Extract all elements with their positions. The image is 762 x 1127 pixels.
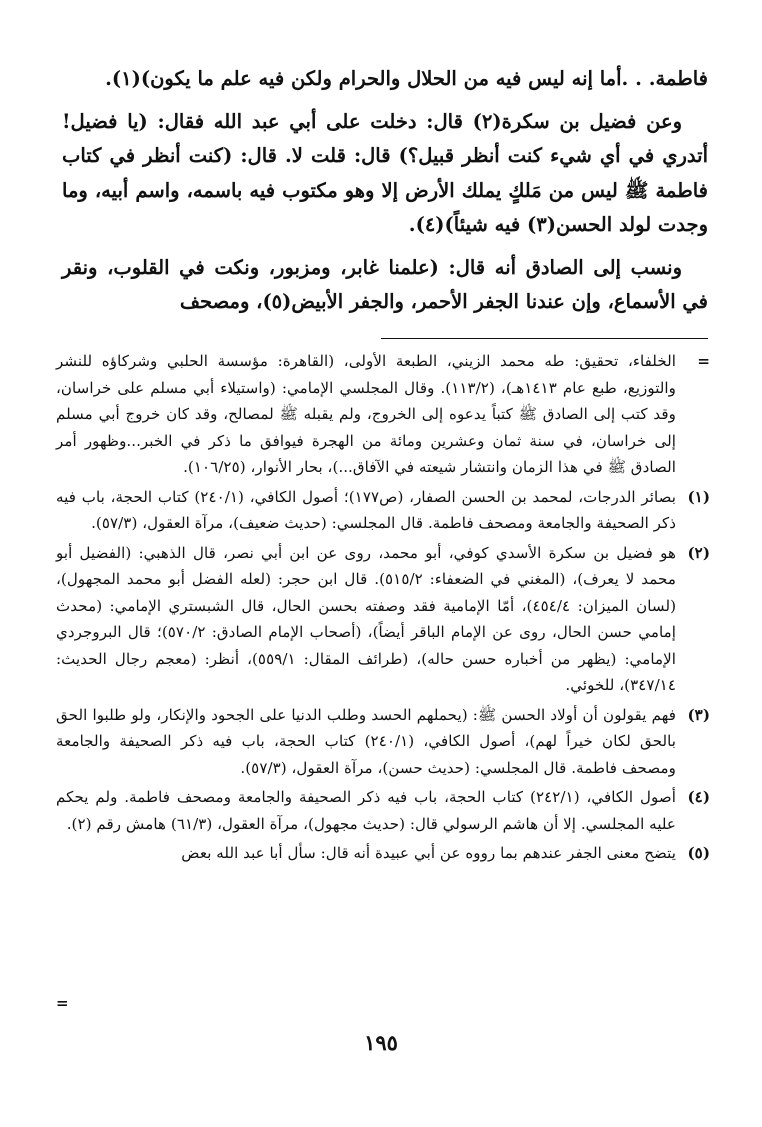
footnote-text: هو فضيل بن سكرة الأسدي كوفي، أبو محمد، روى عن ابن أبي نصر، قال الذهبي: (الفضيل أبو محمد لا يعرف)، (المغني في الضعفاء: ٥١٥/٢). قال ابن حجر: (لعله الفضل أبو محمد المجهول)، (لسان الميزان: ٤٥٤/٤)، أمّا الإمامية فقد وصفته بحسن الحال، قال الشبستري الإمامي: (محدث إمامي حسن الحال، روى عن الإمام الباقر أيضاً)، (أصحاب الإمام الصادق: ٥٧٠/٢)؛ قال البروجردي الإمامي: (يظهر من أخباره حسن حاله)، (طرائف المقال: ٥٥٩/١)، أنظر: (معجم رجال الحديث: ٣٤٧/١٤)، للخوئي. [56,543,676,694]
continuation-mark: = [697,352,710,370]
footnote-number: (١) [687,487,710,506]
footnotes [56,348,710,870]
paragraph-1: فاطمة. . .أما إنه ليس فيه من الحلال والحرام ولكن فيه علم ما يكون)(١). [105,67,708,90]
paragraph-2: وعن فضيل بن سكرة(٢) قال: دخلت على أبي عبد الله فقال: (يا فضيل! أتدري في أي شيء كنت أنظر قبيل؟) قال: قلت لا. قال: (كنت أنظر في كتاب فاطمة ﷺ ليس من مَلكٍ يملك الأرض إلا وهو مكتوب فيه باسمه، واسم أبيه، وما وجدت لولد الحسن(٣) فيه شيئاً)(٤). [62,109,708,236]
footnote-continuation [56,348,710,481]
footnote-text: أصول الكافي، (٢٤٢/١) كتاب الحجة، باب فيه ذكر الصحيفة والجامعة ومصحف فاطمة. ولم يحكم عليه المجلسي. إلا أن هاشم الرسولي قال: (حديث مجهول)، مرآة العقول، (٦١/٣) هامش رقم (٢). [56,788,676,833]
footnote-text: فهم يقولون أن أولاد الحسن ﷺ: (يحملهم الحسد وطلب الدنيا على الجحود والإنكار، ولو طلبوا الحق بالحق لكان خيراً لهم)، أصول الكافي، (٢٤٠/١) كتاب الحجة، باب فيه ذكر الصحيفة والجامعة ومصحف فاطمة. قال المجلسي: (حديث حسن)، مرآة العقول، (٥٧/٣). [56,705,676,777]
footnote-text: الخلفاء، تحقيق: طه محمد الزيني، الطبعة الأولى، (القاهرة: مؤسسة الحلبي وشركاؤه للنشر والتوزيع، طبع عام ١٤١٣هـ)، (١١٣/٢). وقال المجلسي الإمامي: (واستيلاء أبي مسلم على خراسان، وقد كتب إلى الصادق ﷺ كتباً يدعوه إلى الخروج، ولم يقبله ﷺ لمصالح، وقد كان خروج أبي مسلم إلى خراسان، في سنة ثمان وعشرين ومائة من الهجرة فيوافق ما ذكر في الخبر...وظهور أمر الصادق ﷺ في هذا الزمان وانتشار شيعته في الآفاق...)، بحار الأنوار، (١٠٦/٢٥). [56,352,676,476]
footnote-number: (٤) [687,788,710,806]
continuation-end-mark: = [56,994,69,1012]
footnote-number: (٢) [687,543,710,562]
footnote-2 [56,540,710,699]
footnote-text: بصائر الدرجات، لمحمد بن الحسن الصفار، (ص١٧٧)؛ أصول الكافي، (٢٤٠/١) كتاب الحجة، باب فيه ذكر الصحيفة والجامعة ومصحف فاطمة. قال المجلسي: (حديث ضعيف)، مرآة العقول، (٥٧/٣). [56,487,676,532]
footnote-text: يتضح معنى الجفر عندهم بما رووه عن أبي عبيدة أنه قال: سأل أبا عبد الله بعض [181,844,676,862]
footnote-4 [56,784,710,837]
footnote-5 [56,840,710,867]
paragraph-3: ونسب إلى الصادق أنه قال: (علمنا غابر، ومزبور، ونكت في القلوب، ونقر في الأسماع، وإن عندنا الجفر الأحمر، والجفر الأبيض(٥)، ومصحف [62,255,708,313]
footnote-number: (٥) [687,844,710,862]
footnote-number: (٣) [687,705,710,724]
page-number: ١٩٥ [364,1030,398,1055]
footnote-1 [56,484,710,537]
footnote-separator [381,338,708,339]
footnote-3 [56,702,710,782]
main-text [62,62,708,328]
